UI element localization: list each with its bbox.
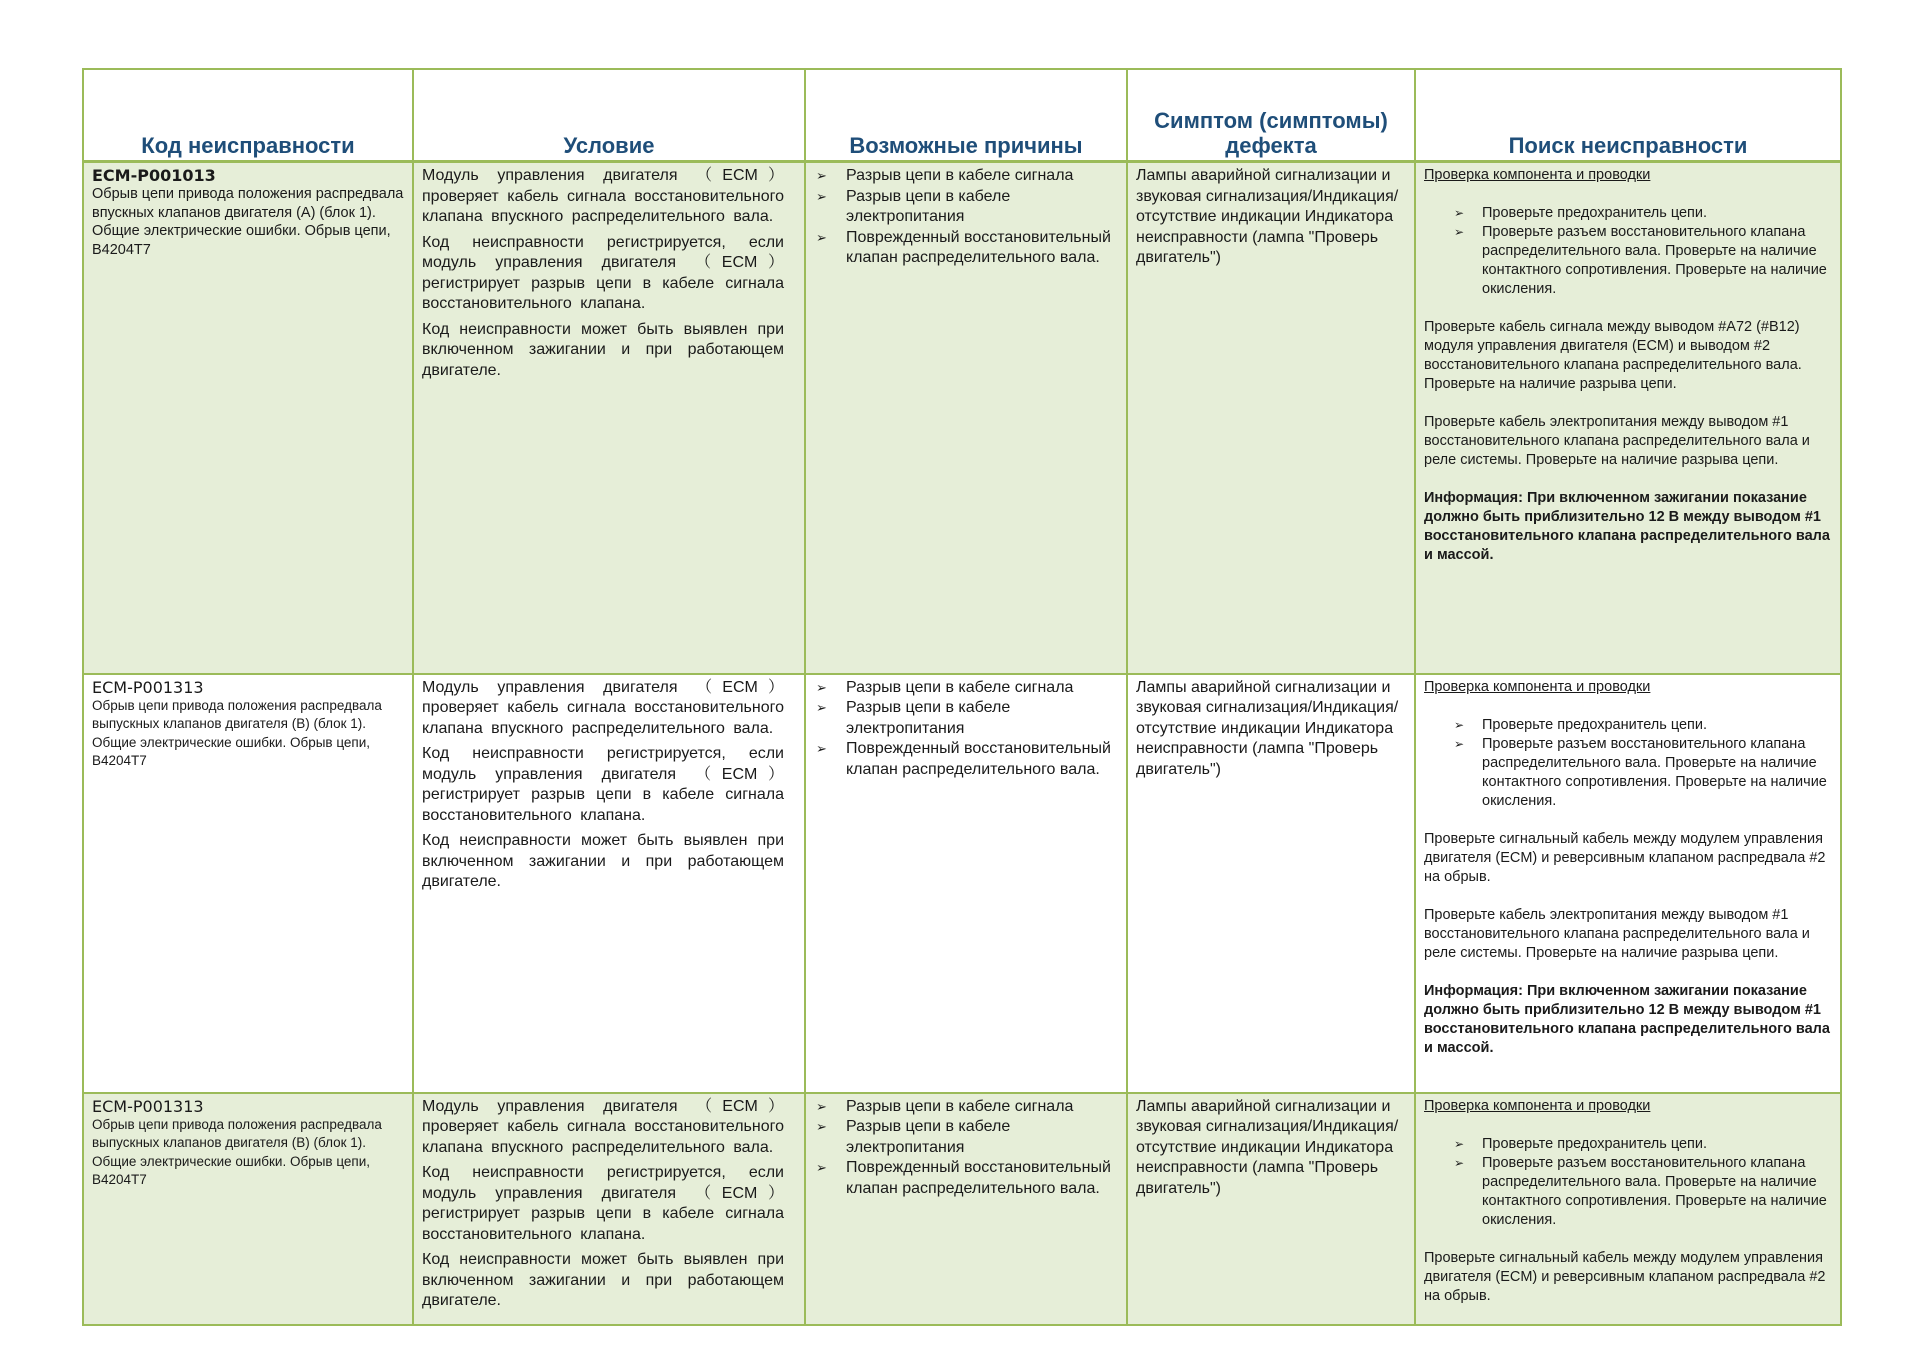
table-header-row [83, 69, 1841, 162]
condition-cell [413, 162, 805, 674]
troubleshooting-info: Информация: При включенном зажигании показание должно быть приблизительно 12 В между выводом #1 восстановительного клапана распределительного вала и массой. [1424, 490, 1830, 563]
condition-paragraph: Код неисправности может быть выявлен при включенном зажигании и при работающем двигателе. [422, 832, 784, 890]
cause-item: ➢ Поврежденный восстановительный клапан распределительного вала. [846, 739, 1118, 780]
check-item: ➢ Проверьте предохранитель цепи. [1482, 716, 1830, 735]
fault-code-extra: Общие электрические ошибки. Обрыв цепи, B4204T7 [92, 734, 371, 768]
troubleshooting-step: Проверьте сигнальный кабель между модулем управления двигателя (ECM) и реверсивным клапаном распредвала #2 на обрыв. [1424, 830, 1826, 885]
condition-paragraph: Модуль управления двигателя （ECM） проверяет кабель сигнала восстановительного клапана впускного распределительного вала. [422, 678, 784, 737]
troubleshooting-step: Проверьте кабель электропитания между выводом #1 восстановительного клапана распределительного вала и реле системы. Проверьте на наличие разрыва цепи. [1424, 906, 1810, 961]
causes-list [846, 1097, 1118, 1200]
causes-cell [805, 1093, 1127, 1325]
condition-paragraph: Модуль управления двигателя （ECM） проверяет кабель сигнала восстановительного клапана впускного распределительного вала. [422, 1097, 784, 1156]
check-item: ➢ Проверьте разъем восстановительного клапана распределительного вала. Проверьте на наличие контактного сопротивления. Проверьте на наличие окисления. [1482, 735, 1830, 811]
troubleshooting-info: Информация: При включенном зажигании показание должно быть приблизительно 12 В между выводом #1 восстановительного клапана распределительного вала и массой. [1424, 982, 1830, 1056]
troubleshooting-step: Проверьте кабель сигнала между выводом #A72 (#B12) модуля управления двигателя (ECM) и выводом #2 восстановительного клапана распределительного вала. Проверьте на наличие разрыва цепи. [1424, 319, 1802, 392]
check-item: ➢ Проверьте разъем восстановительного клапана распределительного вала. Проверьте на наличие контактного сопротивления. Проверьте на наличие окисления. [1482, 223, 1830, 299]
troubleshooting-checklist [1424, 1135, 1830, 1230]
condition-cell [413, 674, 805, 1093]
cause-item: ➢ Поврежденный восстановительный клапан распределительного вала. [846, 228, 1118, 269]
header-troubleshooting: Поиск неисправности [1415, 69, 1841, 162]
troubleshooting-step: Проверьте кабель электропитания между выводом #1 восстановительного клапана распределительного вала и реле системы. Проверьте на наличие разрыва цепи. [1424, 414, 1810, 468]
troubleshooting-table [82, 68, 1842, 1326]
cause-item: ➢ Разрыв цепи в кабеле электропитания [846, 1117, 1118, 1158]
fault-code-extra: Общие электрические ошибки. Обрыв цепи, B4204T7 [92, 223, 391, 258]
fault-code-cell [83, 162, 413, 674]
condition-cell [413, 1093, 805, 1325]
symptoms-cell: Лампы аварийной сигнализации и звуковая сигнализация/Индикация/отсутствие индикации Индикатора неисправности (лампа "Проверь двигатель") [1127, 674, 1415, 1093]
cause-item: ➢ Поврежденный восстановительный клапан распределительного вала. [846, 1158, 1118, 1199]
table-row [83, 162, 1841, 674]
fault-code-description: Обрыв цепи привода положения распредвала выпускных клапанов двигателя (B) (блок 1). [92, 697, 382, 731]
header-condition: Условие [413, 69, 805, 162]
fault-code-description: Обрыв цепи привода положения распредвала выпускных клапанов двигателя (B) (блок 1). [92, 1116, 382, 1150]
troubleshooting-checklist [1424, 716, 1830, 811]
condition-paragraph: Код неисправности может быть выявлен при включенном зажигании и при работающем двигателе. [422, 1251, 784, 1309]
cause-item: ➢ Разрыв цепи в кабеле сигнала [846, 678, 1118, 699]
troubleshooting-cell [1415, 674, 1841, 1093]
fault-code-cell [83, 674, 413, 1093]
fault-code-id: ECM-P001013 [92, 166, 216, 185]
troubleshooting-heading: Проверка компонента и проводки [1424, 167, 1651, 183]
fault-code-id: ECM-P001313 [92, 677, 204, 697]
causes-cell [805, 674, 1127, 1093]
condition-paragraph: Модуль управления двигателя （ECM） проверяет кабель сигнала восстановительного клапана впускного распределительного вала. [422, 167, 784, 225]
header-code: Код неисправности [83, 69, 413, 162]
troubleshooting-cell [1415, 162, 1841, 674]
table-row [83, 1093, 1841, 1325]
causes-list [846, 166, 1118, 269]
cause-item: ➢ Разрыв цепи в кабеле сигнала [846, 1097, 1118, 1118]
cause-item: ➢ Разрыв цепи в кабеле электропитания [846, 187, 1118, 228]
condition-paragraph: Код неисправности регистрируется, если модуль управления двигателя （ECM） регистрирует разрыв цепи в кабеле сигнала восстановительного клапана. [422, 1164, 784, 1243]
symptoms-cell: Лампы аварийной сигнализации и звуковая сигнализация/Индикация/отсутствие индикации Индикатора неисправности (лампа "Проверь двигатель") [1127, 162, 1415, 674]
causes-cell [805, 162, 1127, 674]
table-row [83, 674, 1841, 1093]
cause-item: ➢ Разрыв цепи в кабеле электропитания [846, 698, 1118, 739]
condition-paragraph: Код неисправности регистрируется, если модуль управления двигателя （ECM） регистрирует разрыв цепи в кабеле сигнала восстановительного клапана. [422, 745, 784, 824]
check-item: ➢ Проверьте предохранитель цепи. [1482, 1135, 1830, 1154]
troubleshooting-step: Проверьте сигнальный кабель между модулем управления двигателя (ECM) и реверсивным клапаном распредвала #2 на обрыв. [1424, 1249, 1826, 1304]
troubleshooting-heading: Проверка компонента и проводки [1424, 678, 1651, 695]
header-causes: Возможные причины [805, 69, 1127, 162]
fault-code-cell [83, 1093, 413, 1325]
check-item: ➢ Проверьте предохранитель цепи. [1482, 204, 1830, 223]
check-item: ➢ Проверьте разъем восстановительного клапана распределительного вала. Проверьте на наличие контактного сопротивления. Проверьте на наличие окисления. [1482, 1154, 1830, 1230]
troubleshooting-heading: Проверка компонента и проводки [1424, 1097, 1651, 1114]
fault-code-extra: Общие электрические ошибки. Обрыв цепи, B4204T7 [92, 1153, 371, 1187]
fault-code-description: Обрыв цепи привода положения распредвала впускных клапанов двигателя (A) (блок 1). [92, 186, 404, 221]
troubleshooting-cell [1415, 1093, 1841, 1325]
cause-item: ➢ Разрыв цепи в кабеле сигнала [846, 166, 1118, 187]
symptoms-cell: Лампы аварийной сигнализации и звуковая сигнализация/Индикация/отсутствие индикации Индикатора неисправности (лампа "Проверь двигатель") [1127, 1093, 1415, 1325]
condition-paragraph: Код неисправности регистрируется, если модуль управления двигателя （ECM） регистрирует разрыв цепи в кабеле сигнала восстановительного клапана. [422, 233, 784, 312]
fault-code-id: ECM-P001313 [92, 1096, 204, 1116]
condition-paragraph: Код неисправности может быть выявлен при включенном зажигании и при работающем двигателе. [422, 320, 784, 379]
header-symptoms: Симптом (симптомы) дефекта [1127, 69, 1415, 162]
causes-list [846, 678, 1118, 781]
troubleshooting-checklist [1424, 204, 1830, 299]
